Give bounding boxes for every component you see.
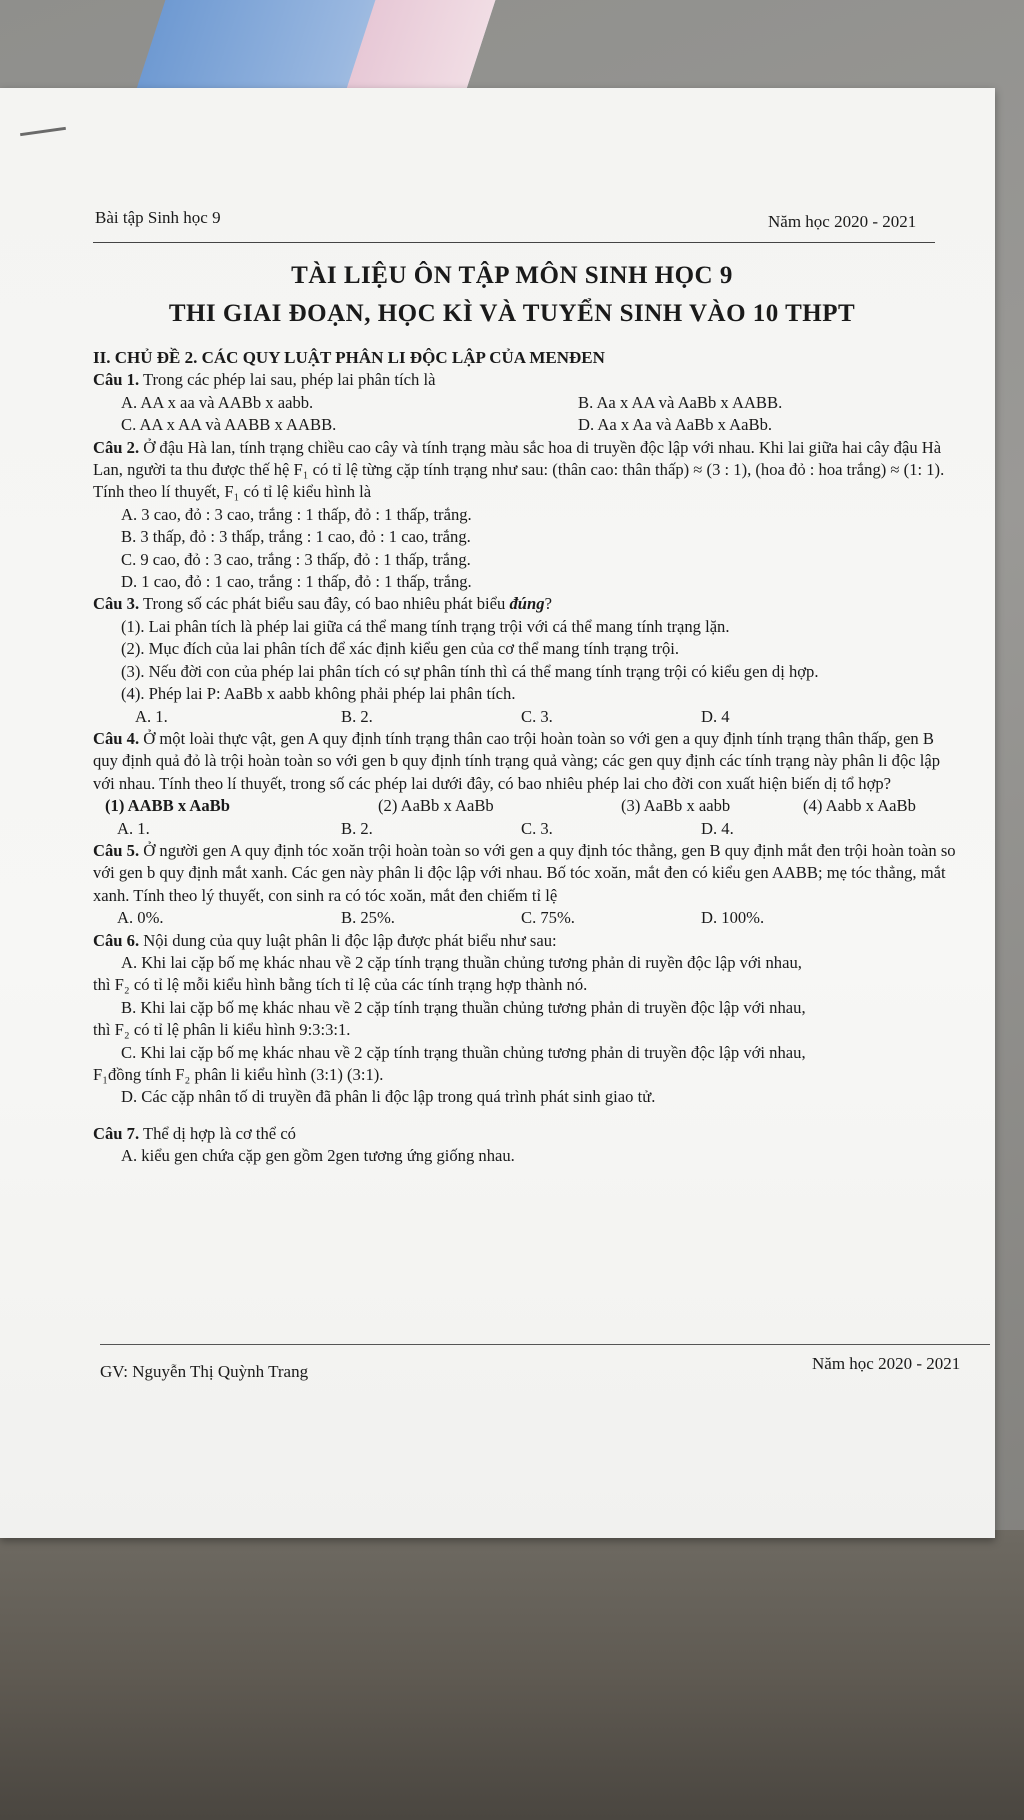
question-label: Câu 6. — [93, 930, 140, 950]
option-b: B. Aa x AA và AaBb x AABB. — [578, 392, 783, 412]
statement-2: (2). Mục đích của lai phân tích để xác định kiểu gen của cơ thể mang tính trạng trội. — [121, 639, 680, 659]
option-d: D. Các cặp nhân tố di truyền đã phân li độc lập trong quá trình phát sinh giao tử. — [121, 1087, 656, 1107]
statement-3: (3). Nếu đời con của phép lai phân tích có sự phân tính thì cá thể mang tính trạng trội có kiểu gen dị hợp. — [121, 661, 819, 681]
option-d: D. 100%. — [701, 908, 765, 928]
option-row — [93, 414, 958, 436]
option-a-line2: thì F₂ có tỉ lệ mỗi kiểu hình bằng tích tỉ lệ của các tính trạng hợp thành nó. — [93, 975, 588, 995]
header-divider — [93, 242, 935, 243]
option-b: B. 2. — [341, 706, 373, 726]
document-body — [93, 347, 958, 1168]
option-c: C. 3. — [521, 818, 553, 838]
option-c: C. 75%. — [521, 908, 575, 928]
option-c: C. AA x AA và AABB x AABB. — [121, 415, 337, 435]
header-subject: Bài tập Sinh học 9 — [95, 208, 221, 227]
option-a: A. 1. — [117, 818, 150, 838]
cross-4: (4) Aabb x AaBb — [803, 796, 916, 816]
option-b-line2: thì F₂ có tỉ lệ phân li kiểu hình 9:3:3:1. — [93, 1020, 351, 1040]
question-text: Trong số các phát biểu sau đây, có bao nhiêu phát biểu — [142, 594, 506, 614]
question-text: Ở đậu Hà lan, tính trạng chiều cao cây và tính trạng màu sắc hoa di truyền độc lập với nhau. Khi lai giữa hai cây đậu Hà Lan, người ta thu được thế hệ F₁ có tỉ lệ từng cặp tính trạng như sau: (thân cao: thân thấp) ≈ (3 : 1), (hoa đỏ : hoa trắng) ≈ (1: 1). Tính theo lí thuyết, F₁ có tỉ lệ kiểu hình là — [93, 437, 945, 502]
footer-teacher: GV: Nguyễn Thị Quỳnh Trang — [100, 1362, 309, 1381]
footer-divider — [100, 1344, 990, 1345]
option-a-line1: A. Khi lai cặp bố mẹ khác nhau về 2 cặp tính trạng thuần chủng tương phản di ruyền độc lập với nhau, — [121, 952, 802, 972]
cross-2: (2) AaBb x AaBb — [378, 796, 494, 816]
option-a: A. 3 cao, đỏ : 3 cao, trắng : 1 thấp, đỏ : 1 thấp, trắng. — [121, 504, 472, 524]
question-text: Nội dung của quy luật phân li độc lập được phát biểu như sau: — [143, 930, 557, 950]
statement-1: (1). Lai phân tích là phép lai giữa cá thể mang tính trạng trội với cá thể mang tính trạng lặn. — [121, 616, 730, 636]
option-d: D. 4. — [701, 818, 734, 838]
question-4 — [93, 728, 958, 795]
option-c: C. 9 cao, đỏ : 3 cao, trắng : 3 thấp, đỏ : 1 thấp, trắng. — [121, 549, 471, 569]
option-a: A. kiểu gen chứa cặp gen gồm 2gen tương ứng giống nhau. — [121, 1146, 515, 1166]
option-b: B. 2. — [341, 818, 373, 838]
question-label: Câu 1. — [93, 370, 140, 390]
question-end: ? — [544, 594, 552, 614]
cross-3: (3) AaBb x aabb — [621, 796, 731, 816]
question-6 — [93, 930, 958, 952]
question-label: Câu 7. — [93, 1123, 140, 1143]
footer-school-year: Năm học 2020 - 2021 — [812, 1354, 961, 1373]
option-row — [93, 706, 958, 728]
question-emphasis: đúng — [509, 594, 545, 614]
question-text: Thể dị hợp là cơ thể có — [142, 1123, 296, 1143]
document-title: TÀI LIỆU ÔN TẬP MÔN SINH HỌC 9 — [291, 262, 733, 289]
question-text: Ở một loài thực vật, gen A quy định tính trạng thân cao trội hoàn toàn so với gen a quy định tính trạng thân thấp, gen B quy định quả đỏ là trội hoàn toàn so với gen b quy định tính trạng quả vàng; các gen quy định các tính trạng này phân li độc lập với nhau. Tính theo lí thuyết, trong số các phép lai dưới đây, có bao nhiêu phép lai cho đời con xuất hiện biến dị tổ hợp? — [93, 728, 941, 793]
option-a: A. AA x aa và AABb x aabb. — [121, 392, 314, 412]
option-b: B. 25%. — [341, 908, 395, 928]
question-7 — [93, 1123, 958, 1145]
option-c-line2: F₁đồng tính F₂ phân li kiểu hình (3:1) (3:1). — [93, 1065, 384, 1084]
option-b: B. 3 thấp, đỏ : 3 thấp, trắng : 1 cao, đỏ : 1 cao, trắng. — [121, 527, 471, 547]
question-label: Câu 5. — [93, 840, 140, 860]
section-title: II. CHỦ ĐỀ 2. CÁC QUY LUẬT PHÂN LI ĐỘC LẬP CỦA MENĐEN — [93, 348, 605, 367]
question-2 — [93, 437, 958, 504]
option-c-line1: C. Khi lai cặp bố mẹ khác nhau về 2 cặp tính trạng thuần chủng tương phản di truyền độc lập với nhau, — [121, 1042, 806, 1062]
option-a: A. 1. — [135, 706, 168, 726]
option-row — [93, 392, 958, 414]
document-subtitle: THI GIAI ĐOẠN, HỌC KÌ VÀ TUYỂN SINH VÀO 10 THPT — [168, 300, 856, 327]
question-3 — [93, 593, 958, 615]
question-label: Câu 2. — [93, 437, 140, 457]
question-1 — [93, 369, 958, 391]
question-text: Trong các phép lai sau, phép lai phân tích là — [142, 370, 436, 390]
question-label: Câu 4. — [93, 728, 140, 748]
option-d: D. Aa x Aa và AaBb x AaBb. — [578, 415, 773, 435]
option-c: C. 3. — [521, 706, 553, 726]
option-d: D. 4 — [701, 706, 730, 726]
cross-row — [93, 795, 958, 817]
question-text: Ở người gen A quy định tóc xoăn trội hoàn toàn so với gen a quy định tóc thẳng, gen B quy định mắt đen trội hoàn toàn so với gen b quy định mắt xanh. Các gen này phân li độc lập với nhau. Bố tóc xoăn, mắt đen có kiểu gen AABB; mẹ tóc thẳng, mắt xanh. Tính theo lý thuyết, con sinh ra có tóc xoăn, mắt đen chiếm tỉ lệ — [93, 840, 956, 905]
question-5 — [93, 840, 958, 907]
option-b-line1: B. Khi lai cặp bố mẹ khác nhau về 2 cặp tính trạng thuần chủng tương phản di truyền độc lập với nhau, — [121, 997, 806, 1017]
option-row — [93, 907, 958, 929]
statement-4: (4). Phép lai P: AaBb x aabb không phải phép lai phân tích. — [121, 684, 516, 704]
header-school-year: Năm học 2020 - 2021 — [768, 212, 917, 231]
background-table — [0, 1530, 1024, 1820]
option-row — [93, 818, 958, 840]
question-label: Câu 3. — [93, 594, 140, 614]
option-d: D. 1 cao, đỏ : 1 cao, trắng : 1 thấp, đỏ : 1 thấp, trắng. — [121, 572, 472, 592]
option-a: A. 0%. — [117, 908, 164, 928]
cross-1: (1) AABB x AaBb — [105, 796, 230, 816]
